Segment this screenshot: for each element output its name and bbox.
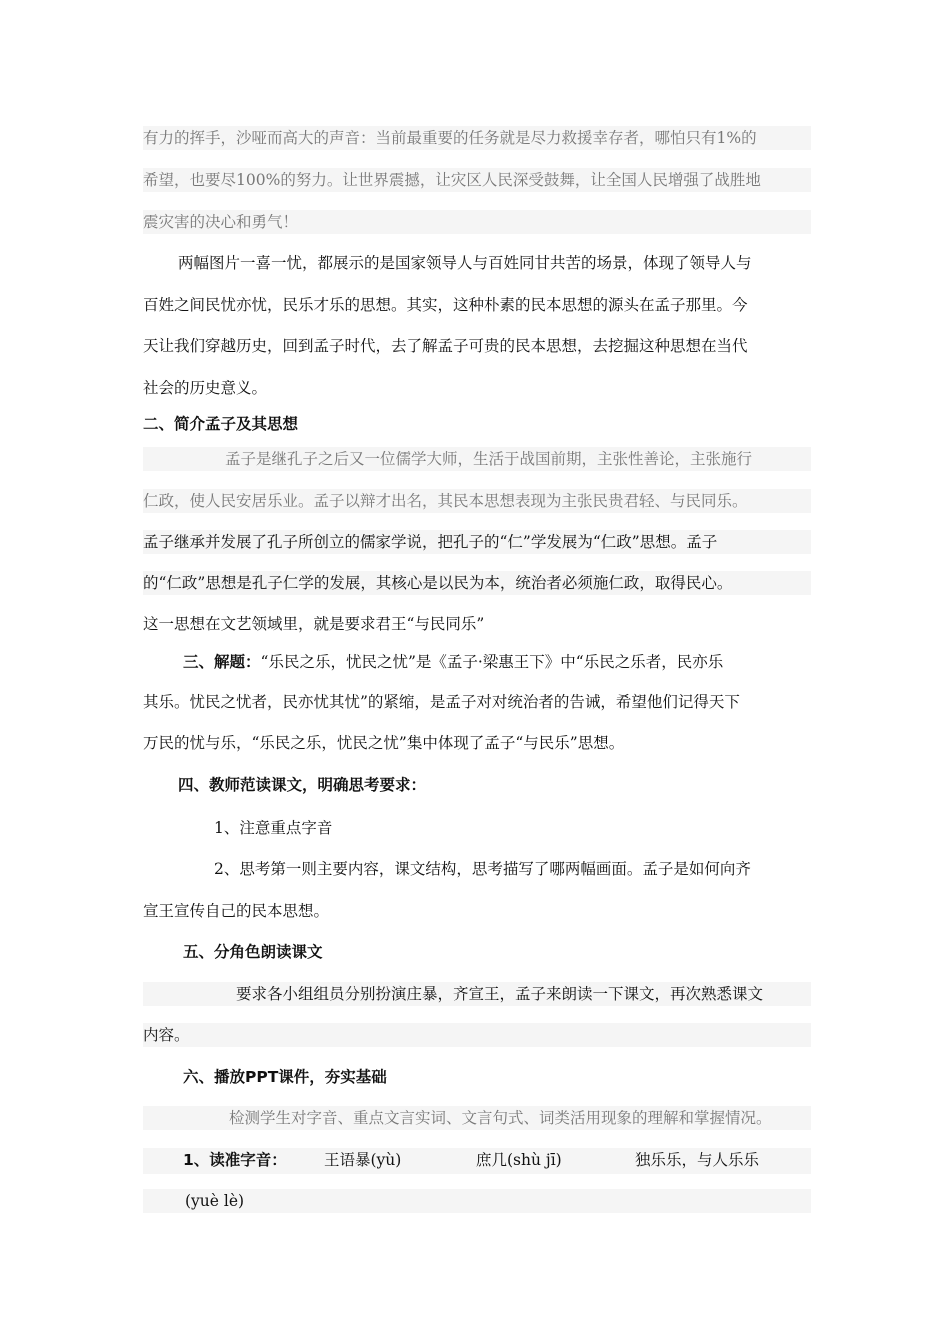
- paragraph-line: 仁政，使人民安居乐业。孟子以辩才出名，其民本思想表现为主张民贵君轻、与民同乐。: [143, 489, 811, 513]
- pronunciation-row: [143, 1148, 811, 1174]
- paragraph-line: 万民的忧与乐，“乐民之乐，忧民之忧”集中体现了孟子“与民乐”思想。: [143, 734, 625, 752]
- paragraph-line: 检测学生对字音、重点文言实词、文言句式、词类活用现象的理解和掌握情况。: [143, 1106, 811, 1130]
- paragraph-line: 孟子是继孔子之后又一位儒学大师，生活于战国前期，主张性善论，主张施行: [143, 447, 811, 471]
- paragraph-line: 天让我们穿越历史，回到孟子时代，去了解孟子可贵的民本思想，去挖掘这种思想在当代: [143, 337, 748, 355]
- paragraph-line: 社会的历史意义。: [143, 379, 268, 397]
- paragraph-line: 百姓之间民忧亦忧，民乐才乐的思想。其实，这种朴素的民本思想的源头在孟子那里。今: [143, 296, 748, 314]
- section-heading: 四、教师范读课文，明确思考要求：: [178, 776, 427, 794]
- paragraph-line: 内容。: [143, 1023, 811, 1047]
- section-label: 三、解题：: [183, 653, 261, 671]
- paragraph-line: 要求各小组组员分别扮演庄暴，齐宣王，孟子来朗读一下课文，再次熟悉课文: [143, 982, 811, 1006]
- pronunciation-item: (yuè lè): [143, 1189, 811, 1213]
- paragraph-line: 的“仁政”思想是孔子仁学的发展，其核心是以民为本，统治者必须施仁政，取得民心。: [143, 571, 811, 595]
- paragraph-line: 孟子继承并发展了孔子所创立的儒家学说，把孔子的“仁”学发展为“仁政”思想。孟子: [143, 530, 811, 554]
- section-heading: 六、播放PPT课件，夯实基础: [183, 1068, 387, 1086]
- paragraph-line: 这一思想在文艺领域里，就是要求君王“与民同乐”: [143, 615, 485, 633]
- pronunciation-item: 独乐乐，与人乐乐: [635, 1151, 760, 1169]
- paragraph-line: 希望，也要尽100%的努力。让世界震撼，让灾区人民深受鼓舞，让全国人民增强了战胜地: [143, 168, 811, 192]
- pronunciation-item: 王语暴(yù): [324, 1151, 402, 1169]
- pronunciation-item: 庶几(shù jī): [476, 1151, 562, 1169]
- paragraph-line: 震灾害的决心和勇气！: [143, 210, 811, 234]
- section-heading: 五、分角色朗读课文: [183, 943, 323, 961]
- paragraph-text: “乐民之乐，忧民之忧”是《孟子·梁惠王下》中“乐民之乐者，民亦乐: [260, 653, 724, 671]
- section-heading: 二、简介孟子及其思想: [143, 415, 299, 433]
- list-item: 2、思考第一则主要内容，课文结构，思考描写了哪两幅画面。孟子是如何向齐: [214, 860, 751, 878]
- list-item: 1、注意重点字音: [214, 819, 333, 837]
- pronunciation-label: 1、读准字音：: [183, 1151, 287, 1169]
- paragraph-line: 两幅图片一喜一忧，都展示的是国家领导人与百姓同甘共苦的场景，体现了领导人与: [178, 254, 752, 272]
- paragraph-line: 其乐。忧民之忧者，民亦忧其忧”的紧缩，是孟子对对统治者的告诫，希望他们记得天下: [143, 693, 740, 711]
- list-item-continuation: 宣王宣传自己的民本思想。: [143, 902, 330, 920]
- paragraph-line: [183, 650, 723, 674]
- paragraph-line: 有力的挥手，沙哑而高大的声音：当前最重要的任务就是尽力救援幸存者，哪怕只有1%的: [143, 126, 811, 150]
